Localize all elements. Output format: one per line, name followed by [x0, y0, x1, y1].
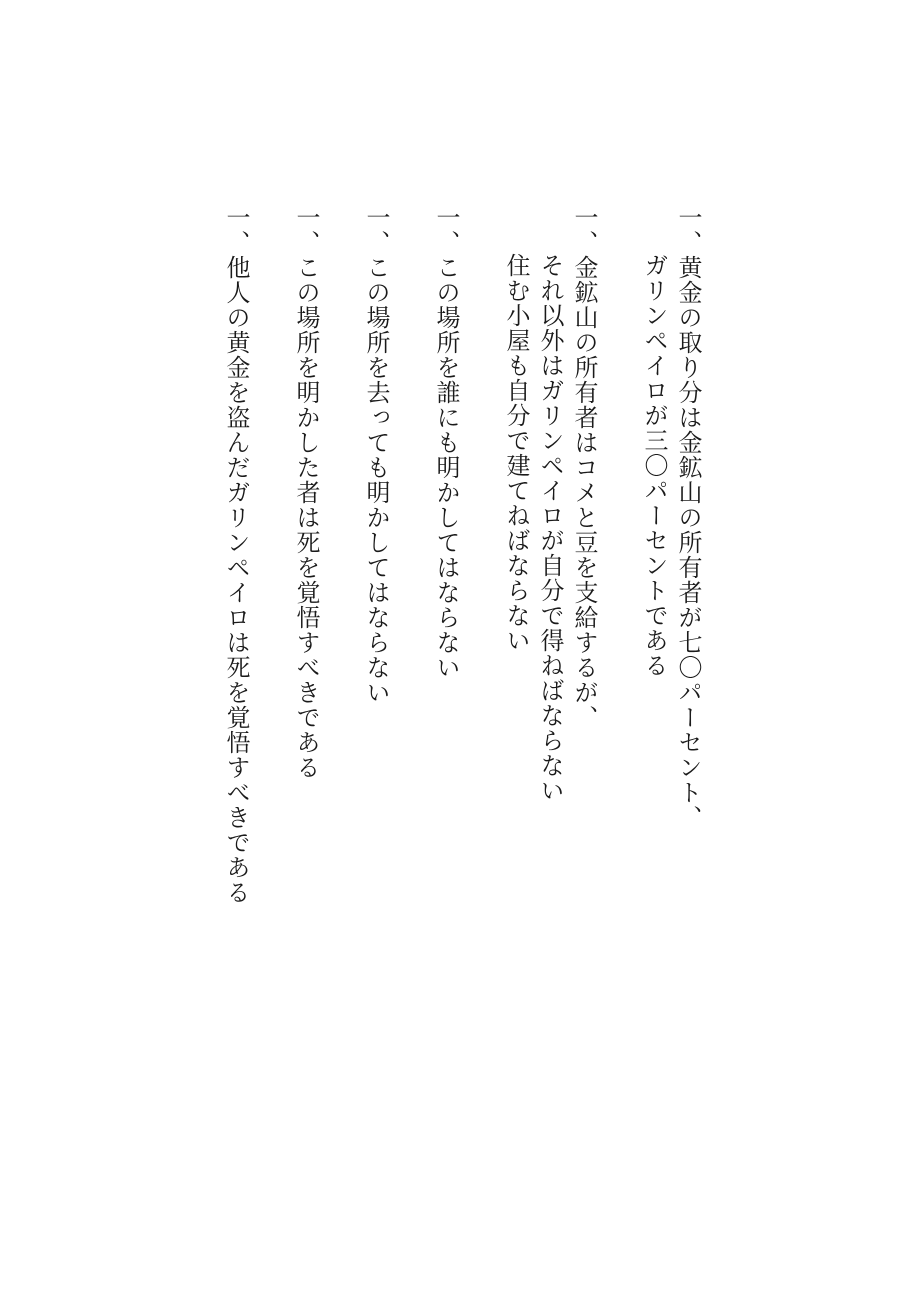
rule-bullet: 一、: [362, 205, 390, 255]
rule-line: 他人の黄金を盗んだガリンペイロは死を覚悟すべきである: [222, 255, 250, 905]
rule-line: この場所を誰にも明かしてはならない: [432, 255, 460, 680]
rule-5: [289, 205, 323, 1105]
rules-list: [219, 205, 705, 1105]
rule-bullet: 一、: [674, 205, 702, 255]
rule-bullet: 一、: [222, 205, 250, 255]
rule-line: 黄金の取り分は金鉱山の所有者が七〇パーセント、: [674, 255, 702, 830]
rule-line: 金鉱山の所有者はコメと豆を支給するが、: [570, 255, 598, 730]
rule-line: この場所を明かした者は死を覚悟すべきである: [292, 255, 320, 780]
rule-bullet: 一、: [570, 205, 598, 255]
rule-6: [219, 205, 253, 1105]
rule-bullet: 一、: [292, 205, 320, 255]
rule-line: ガリンペイロが三〇パーセントである: [640, 253, 668, 678]
rule-bullet: 一、: [432, 205, 460, 255]
rule-3: [429, 205, 463, 1105]
rule-2: [499, 205, 601, 1105]
rule-line: 住む小屋も自分で建てねばならない: [502, 253, 530, 653]
rule-line: それ以外はガリンペイロが自分で得ねばならない: [536, 253, 564, 803]
rule-1: [637, 205, 705, 1105]
rule-line: この場所を去っても明かしてはならない: [362, 255, 390, 705]
rule-4: [359, 205, 393, 1105]
